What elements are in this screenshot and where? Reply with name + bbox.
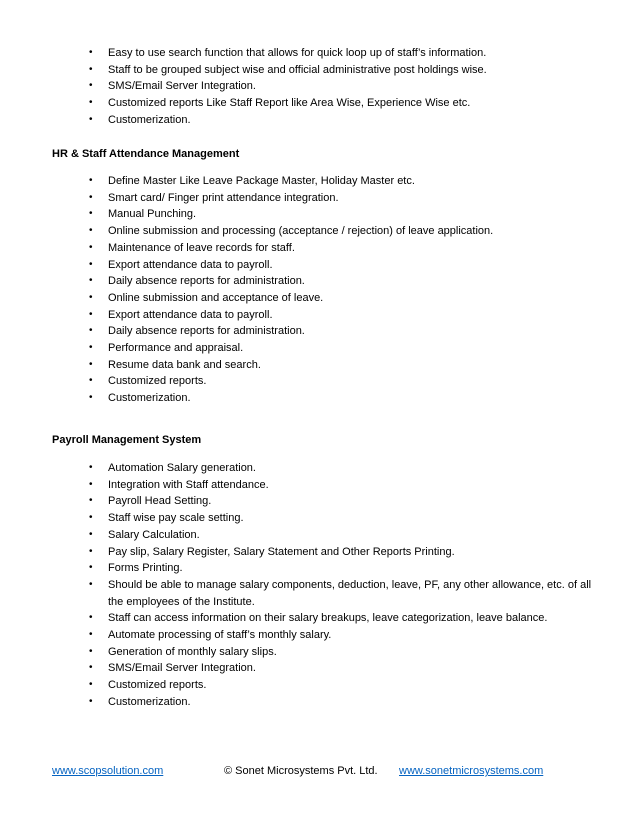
payroll-list xyxy=(0,460,638,711)
list-item xyxy=(0,95,638,112)
list-item-text: Manual Punching. xyxy=(108,208,197,221)
list-item xyxy=(0,610,638,627)
list-item xyxy=(0,544,638,561)
list-item-text: Payroll Head Setting. xyxy=(108,495,212,508)
footer-left-link[interactable]: www.scopsolution.com xyxy=(52,765,164,777)
list-item-text: Smart card/ Finger print attendance integration. xyxy=(108,191,339,204)
list-item-text: Automation Salary generation. xyxy=(108,462,256,474)
hr-attendance-heading: HR & Staff Attendance Management xyxy=(52,148,240,160)
list-item xyxy=(0,357,638,374)
bullet-icon: • xyxy=(89,358,93,370)
list-item xyxy=(0,190,638,207)
list-item-text: Maintenance of leave records for staff. xyxy=(108,241,295,254)
bullet-icon: • xyxy=(89,462,93,473)
list-item-text: Export attendance data to payroll. xyxy=(108,258,273,271)
bullet-icon: • xyxy=(89,291,93,303)
list-item-text: Integration with Staff attendance. xyxy=(108,478,269,491)
staff-features-list xyxy=(0,45,638,129)
bullet-icon: • xyxy=(89,495,93,507)
list-item xyxy=(0,627,638,644)
list-item xyxy=(0,694,638,711)
list-item xyxy=(0,273,638,290)
bullet-icon: • xyxy=(89,512,93,524)
list-item-text: Export attendance data to payroll. xyxy=(108,308,273,321)
list-item-text: Define Master Like Leave Package Master, Holiday Master etc. xyxy=(108,175,415,187)
list-item-text: Daily absence reports for administration. xyxy=(108,275,305,288)
list-item-text: Daily absence reports for administration. xyxy=(108,325,305,338)
list-item xyxy=(0,373,638,390)
list-item xyxy=(0,45,638,62)
list-item xyxy=(0,78,638,95)
payroll-heading: Payroll Management System xyxy=(52,434,202,446)
bullet-icon: • xyxy=(89,258,93,270)
list-item-text: Online submission and acceptance of leave. xyxy=(108,291,324,304)
bullet-icon: • xyxy=(89,175,93,186)
bullet-icon: • xyxy=(89,241,93,253)
list-item xyxy=(0,240,638,257)
list-item-text: Should be able to manage salary components, deduction, leave, PF, any other allowance, etc. of all the employees of the Institute. xyxy=(108,578,592,608)
page-footer xyxy=(0,765,638,781)
list-item xyxy=(0,677,638,694)
hr-attendance-list xyxy=(0,173,638,407)
list-item-text: Salary Calculation. xyxy=(108,528,200,541)
bullet-icon: • xyxy=(89,629,93,641)
bullet-icon: • xyxy=(89,662,93,674)
bullet-icon: • xyxy=(89,392,93,404)
bullet-icon: • xyxy=(89,545,93,557)
bullet-icon: • xyxy=(89,113,93,125)
footer-copyright: © Sonet Microsystems Pvt. Ltd. xyxy=(224,765,378,777)
bullet-icon: • xyxy=(89,80,93,92)
list-item xyxy=(0,660,638,677)
list-item-text: Online submission and processing (acceptance / rejection) of leave application. xyxy=(108,225,494,238)
bullet-icon: • xyxy=(89,645,93,657)
bullet-icon: • xyxy=(89,375,93,387)
list-item-text: Customerization. xyxy=(108,392,191,405)
list-item-text: Generation of monthly salary slips. xyxy=(108,645,277,658)
bullet-icon: • xyxy=(89,191,93,203)
bullet-icon: • xyxy=(89,612,93,624)
list-item xyxy=(0,493,638,510)
list-item-text: Easy to use search function that allows for quick loop up of staff’s information. xyxy=(108,47,487,59)
list-item-text: Customized reports Like Staff Report like Area Wise, Experience Wise etc. xyxy=(108,97,471,110)
list-item-text: Customized reports. xyxy=(108,375,207,388)
list-item-text: Customized reports. xyxy=(108,679,207,692)
list-item-text: Performance and appraisal. xyxy=(108,342,244,355)
list-item xyxy=(0,62,638,79)
list-item-text: Customerization. xyxy=(108,113,191,126)
bullet-icon: • xyxy=(89,63,93,75)
list-item xyxy=(0,560,638,577)
bullet-icon: • xyxy=(89,47,93,58)
bullet-icon: • xyxy=(89,528,93,540)
bullet-icon: • xyxy=(89,562,93,574)
bullet-icon: • xyxy=(89,695,93,707)
bullet-icon: • xyxy=(89,679,93,691)
list-item-text: Staff wise pay scale setting. xyxy=(108,512,244,525)
list-item-text: Staff can access information on their salary breakups, leave categorization, leave balance. xyxy=(108,612,548,625)
bullet-icon: • xyxy=(89,578,93,590)
list-item xyxy=(0,460,638,477)
list-item-text: SMS/Email Server Integration. xyxy=(108,80,256,93)
list-item xyxy=(0,223,638,240)
footer-right-link[interactable]: www.sonetmicrosystems.com xyxy=(399,765,544,777)
list-item xyxy=(0,112,638,129)
list-item xyxy=(0,173,638,190)
bullet-icon: • xyxy=(89,208,93,220)
list-item xyxy=(0,477,638,494)
list-item xyxy=(0,644,638,661)
list-item-text: Staff to be grouped subject wise and official administrative post holdings wise. xyxy=(108,63,487,76)
list-item xyxy=(0,527,638,544)
list-item-text: Forms Printing. xyxy=(108,562,183,575)
list-item-text: SMS/Email Server Integration. xyxy=(108,662,256,675)
list-item xyxy=(0,206,638,223)
list-item xyxy=(0,290,638,307)
bullet-icon: • xyxy=(89,342,93,354)
list-item-text: Automate processing of staff’s monthly salary. xyxy=(108,629,332,642)
list-item-text: Pay slip, Salary Register, Salary Statement and Other Reports Printing. xyxy=(108,545,455,558)
bullet-icon: • xyxy=(89,275,93,287)
list-item-text: Customerization. xyxy=(108,695,191,708)
bullet-icon: • xyxy=(89,478,93,490)
list-item xyxy=(0,340,638,357)
list-item xyxy=(0,257,638,274)
list-item xyxy=(0,323,638,340)
list-item xyxy=(0,307,638,324)
bullet-icon: • xyxy=(89,308,93,320)
bullet-icon: • xyxy=(89,97,93,109)
bullet-icon: • xyxy=(89,225,93,237)
bullet-icon: • xyxy=(89,325,93,337)
list-item xyxy=(0,577,638,610)
list-item xyxy=(0,390,638,407)
list-item xyxy=(0,510,638,527)
list-item-text: Resume data bank and search. xyxy=(108,358,261,371)
